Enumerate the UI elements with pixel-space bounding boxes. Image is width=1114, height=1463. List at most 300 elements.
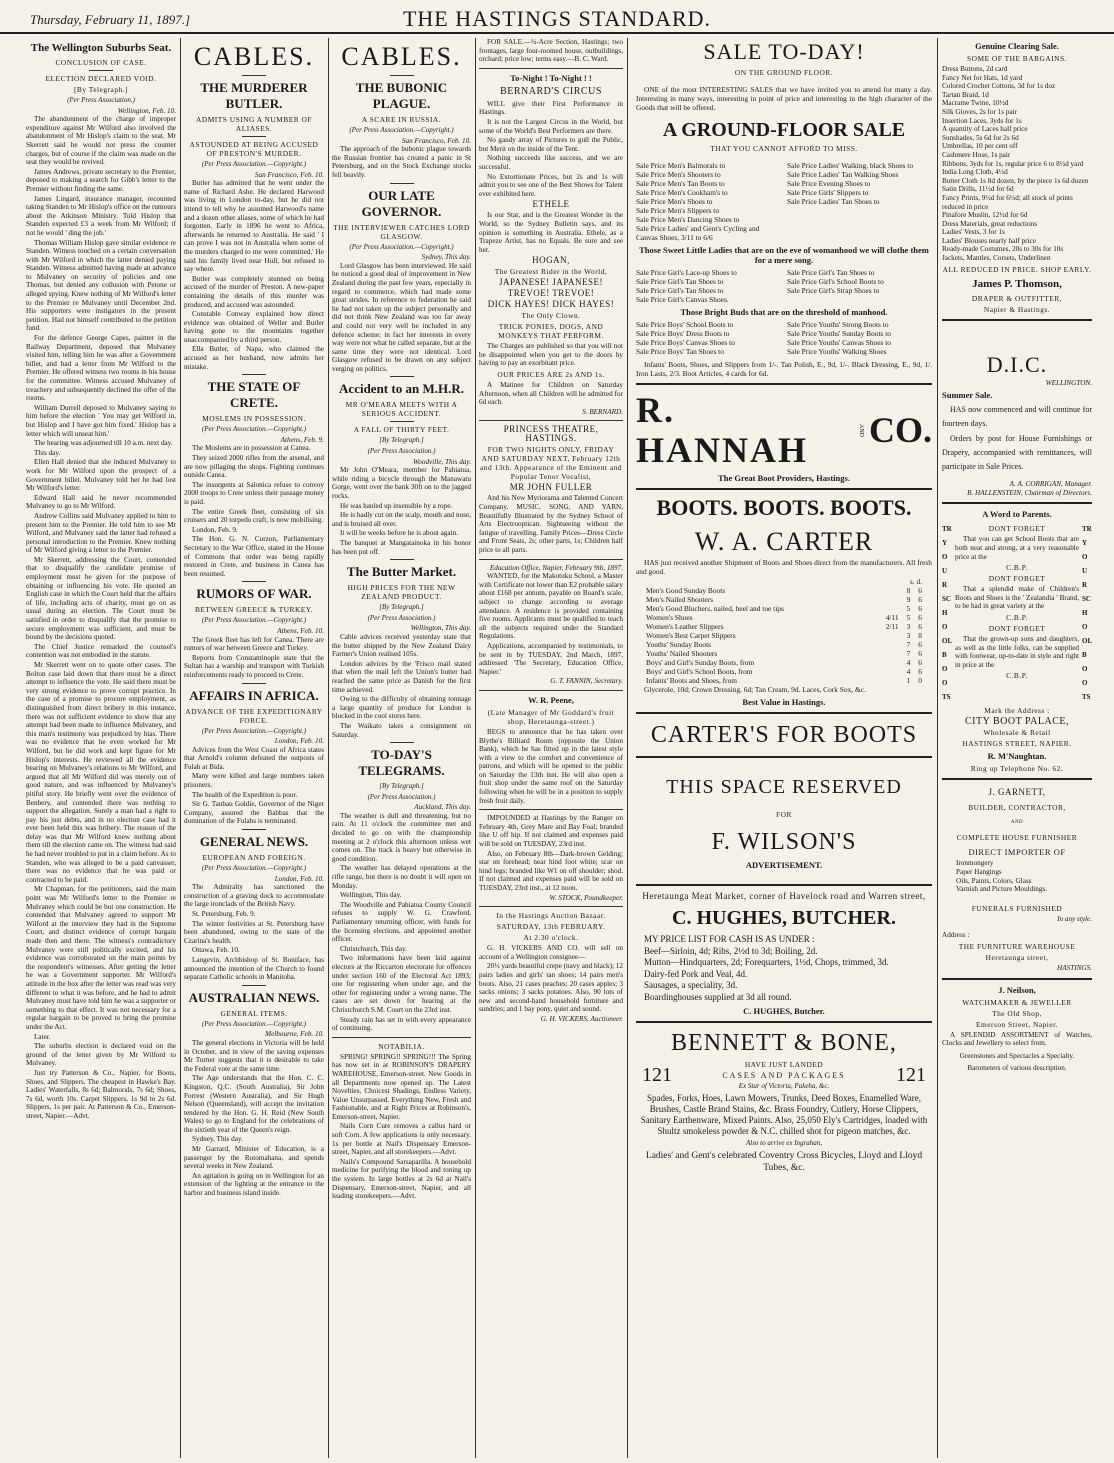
- price-figure: 0: [918, 676, 922, 685]
- importer-items: [942, 859, 1092, 893]
- hughes-butcher: C. HUGHES, BUTCHER.: [672, 907, 896, 929]
- price-line: Sale Price Men's Slippers to: [636, 206, 720, 215]
- cable-sections: [184, 75, 324, 1198]
- cbp-label: C.B.P.: [1006, 613, 1028, 622]
- carter-item-price: [899, 676, 922, 685]
- article-body: [26, 115, 176, 1120]
- carter-price-row: [646, 604, 922, 613]
- carter-item-name: Women's Leather Slippers: [646, 622, 724, 631]
- bargain-item: Satin Drills, 11½d for 6d: [942, 185, 1014, 194]
- hannah-ad: [636, 390, 932, 470]
- fuller-text: And his New Myriorama and Talented Concert Company. MUSIC, SONG, AND YARN, Beautifully Illustrated by the Sydney School of Arts Electrooptican. Sightseeing without the fatigue of travelling. Family Prices—Dress Circle and Front Seats, 2s; other parts, 1s; Children half price to all parts.: [479, 494, 623, 554]
- cases-count: 121: [895, 1064, 926, 1086]
- price-line: Sale Price Girl's Canvas Shoes.: [636, 295, 729, 304]
- divider: [242, 985, 266, 986]
- bargain-item: Colored Crochet Cottons, 3d for 1s doz: [942, 82, 1056, 91]
- circus-paragraph: Nothing succeeds like success, and we are successful.: [479, 154, 623, 171]
- price-line: Sale Price Boys' Tan Shoes to: [636, 347, 724, 356]
- column-advertisements-1: [479, 38, 623, 1458]
- cable-paragraph: Many were killed and large numbers taken prisoners.: [184, 772, 324, 790]
- bennett-title: BENNETT & BONE,: [671, 1030, 897, 1056]
- circus-body: [479, 100, 623, 199]
- telephone: Ring up Telephone No. 62.: [970, 764, 1064, 774]
- hannah-name: R. HANNAH: [636, 390, 808, 470]
- ingrahan-line: Also to arrive ex Ingrahan,: [745, 1139, 822, 1147]
- furnisher-line: COMPLETE HOUSE FURNISHER: [956, 833, 1078, 843]
- cable-paragraph: St. Petersburg, Feb. 9.: [192, 910, 256, 918]
- carter-price-row: [646, 649, 922, 658]
- tonight-banner: To-Night ! To-Night ! !: [510, 72, 592, 83]
- impounded-ad: IMPOUNDED at Hastings by the Ranger on February 4th, Grey Mare and Bay Foal; branded like U off hip. If not claimed and expenses paid will be sold on TUESDAY, 23rd inst.: [479, 814, 623, 849]
- cases-label: CASES AND PACKAGES: [722, 1071, 846, 1080]
- bargain-item: A quantity of Laces half price: [942, 125, 1028, 134]
- byline: [By Telegraph.]: [73, 85, 129, 94]
- carter-item-name: Women's Best Carpet Slippers: [646, 631, 736, 640]
- article-subhead: CONCLUSION OF CASE.: [55, 58, 147, 67]
- cable-headline: OUR LATE GOVERNOR.: [361, 187, 442, 219]
- clown-line: The Only Clown.: [521, 311, 581, 321]
- carter-item-price: [899, 586, 922, 595]
- for-sale-ad: FOR SALE.—¼-Acre Section, Hastings; two frontages, large four-roomed house, outbuildings, orchard; price low; terms easy.—B. C. Ward.: [479, 38, 623, 64]
- parents-paragraph: That a splendid make of Children's Boots and Shoes is the ' Zealandia ' Brand, to be had in great variety at the: [955, 585, 1079, 611]
- dateline: London, Feb. 10.: [274, 874, 324, 883]
- divider: [636, 884, 932, 886]
- press-credit: (Per Press Association.—Copyright.): [201, 616, 307, 625]
- hogan-sub: The Greatest Rider in the World,: [494, 267, 608, 277]
- bargain-item: Umbrellas, 10 per cent off: [942, 142, 1018, 151]
- price-line: Sale Price Girl's Strap Shoes to: [787, 286, 880, 295]
- bargain-item: Fancy Net for Hats, 1d yard: [942, 73, 1023, 82]
- divider: [479, 559, 623, 560]
- cable-paragraph: The Moslems are in possession at Canea.: [192, 444, 311, 453]
- thomson-name: James P. Thomson,: [972, 277, 1062, 290]
- sale-title: SALE TO-DAY!: [703, 39, 865, 64]
- divider: [242, 374, 266, 375]
- barometers: Barometers of various description.: [967, 1064, 1067, 1073]
- cable-paragraph: It will be weeks before he is about again.: [340, 529, 458, 538]
- cable-paragraph: The entire Greek fleet, consisting of six cruisers and 20 torpedo craft, is now mobilising.: [184, 507, 324, 525]
- cable-paragraph: Steady rain has set in with every appearance of continuing.: [332, 1015, 471, 1033]
- carter-item-price: [899, 604, 922, 613]
- cable-paragraph: Sydney, This day.: [192, 1135, 243, 1144]
- price-line: Sale Price Youths' Strong Boots to: [787, 320, 889, 329]
- dateline: London, Feb. 10.: [274, 737, 324, 746]
- divider: [479, 906, 623, 907]
- price-line: Sale Price Men's Cookham's to: [636, 188, 728, 197]
- funerals-line: FUNERALS FURNISHED: [971, 903, 1063, 913]
- peene-title: W. R. Peene,: [528, 694, 574, 705]
- warehouse-line: THE FURNITURE WAREHOUSE: [958, 942, 1076, 951]
- parents-head: A Word to Parents.: [982, 509, 1052, 520]
- education-office: Education Office, Napier, February 9th, 1897.: [489, 563, 623, 572]
- dont-forget: DONT FORGET: [988, 624, 1046, 633]
- dateline: Sydney, This day.: [421, 253, 471, 262]
- napier-hastings: Napier & Hastings.: [983, 304, 1051, 314]
- cable-paragraph: The weather is dull and threatening, but no rain. At 11 o'clock the committee met and decided to go on with the championship meeting at 2 o'clock this afternoon unless wet comes on. The track is heavy but otherwise in good condition.: [332, 811, 471, 863]
- cbp-label: C.B.P.: [1006, 563, 1028, 573]
- cable-paragraph: Langevin, Archbishop of St. Boniface, has announced the intention of the Church to found separate Catholic schools in Manitoba.: [184, 955, 324, 982]
- price-figure: 1: [906, 676, 911, 685]
- bargain-item: Sunshades, 5s 6d for 2s 6d: [942, 133, 1019, 142]
- peene-sub: (Late Manager of Mr Goddard's fruit shop, Heretaunga-street.): [487, 707, 615, 726]
- wholesale: Wholesale & Retail: [983, 728, 1051, 738]
- best-value: Best Value in Hastings.: [742, 697, 826, 707]
- cable-subhead: THE INTERVIEWER CATCHES LORD GLASGOW.: [333, 222, 470, 241]
- price-line: Sale Price Girl's Tan Shoes to: [636, 286, 724, 295]
- cable-headline: AFFAIRS IN AFRICA.: [189, 687, 319, 703]
- builder-line: BUILDER, CONTRACTOR,: [968, 803, 1066, 813]
- carter-price-row: [646, 667, 922, 676]
- cable-paragraph: The banquet at Mangatainoka in his honor has been put off.: [332, 539, 471, 556]
- price-figure: 6: [918, 586, 922, 595]
- dateline: Woodville, This day.: [412, 457, 471, 466]
- cable-subhead: EUROPEAN AND FOREIGN.: [202, 853, 306, 863]
- carter-sd: s. d.: [909, 577, 922, 586]
- dont-forget: DONT FORGET: [988, 524, 1046, 534]
- bicycles-line: Ladies' and Gent's celebrated Coventry Cross Bicycles, Lloyd and Lloyd Tubes, &c.: [645, 1151, 923, 1173]
- prices-line: OUR PRICES ARE 2s AND 1s.: [497, 370, 605, 380]
- circus-paragraph: WILL give their First Performance in Hastings.: [479, 99, 623, 117]
- cable-paragraph: Wellington, This day.: [340, 891, 402, 900]
- hallenstein-sign: B. HALLENSTEIN, Chairman of Directors.: [967, 488, 1092, 497]
- cable-paragraph: Mr John O'Meara, member for Pahiatua, while riding a bicycle through the Manawatu Gorge, went over the bank 30ft on to the jagged rocks.: [332, 466, 471, 501]
- cable-paragraph: The health of the Expedition is poor.: [192, 790, 298, 799]
- price-figure: 6: [918, 649, 922, 658]
- notabilia-paragraph: SPRING! SPRING!! SPRING!!! The Spring has now set in at ROBINSON'S DRAPERY WAREHOUSE, Emerson-street. New Goods in all Departments now opened up. The Latest Novelties, Choicest Shadings, Endless Variety, Value Unsurpassed. Everything New, Fresh and Fashionable, and at Right Prices at Robinson's, Emerson-street, Napier.: [332, 1052, 471, 1121]
- vickers-sign: G. H. VICKERS, Auctioneer.: [540, 1014, 623, 1023]
- article-headline: The Wellington Suburbs Seat.: [30, 42, 172, 54]
- side-text-left: TRY OUR SCHOOL BOOTS: [942, 525, 952, 702]
- wilson-name: F. WILSON'S: [711, 829, 857, 855]
- bargain-item: Ladies' Vests, 3 for 1s: [942, 228, 1005, 237]
- article-paragraph: Ellen Hall denied that she induced Mulvaney to work for Mr Wilford upon the prospect of a Government billet. Mulvaney told her he had lost Mr Wilford's letter.: [26, 458, 176, 493]
- cable-headline: THE BUBONIC PLAGUE.: [355, 80, 448, 111]
- carters-for-boots: CARTER'S FOR BOOTS: [650, 722, 918, 748]
- column-rule: [475, 38, 476, 1458]
- masthead: [0, 0, 1114, 34]
- divider: [390, 559, 414, 560]
- peene-text: BEGS to announce that he has taken over Blythe's Billiard Room (opposite the Union Bank), which he has fitted up in the latest style with a view to the comfort and convenience of patrons, and which will be opened to the public on Saturday the 13th inst. He will also open a fruit shop under the same roof on the Saturday following when he will be in a position to supply fresh fruit daily.: [479, 727, 623, 805]
- bargain-item: Silk Gloves, 2s for 1s pair: [942, 107, 1018, 116]
- press-credit: (Per Press Association.—Copyright.): [201, 160, 307, 168]
- price-figure: 3: [906, 622, 911, 631]
- notabilia-paragraph: Nails Corn Cure removes a callus hard or soft Corn. A few applications is only necessary. 1s per bottle at Nail's Dispensary Emerson-street, Napier, and all storekeepers.—Advt.: [332, 1122, 471, 1157]
- carter-item-name: Youths' Nailed Shooters: [646, 649, 718, 658]
- charges-text: The Charges are published so that you will not be disappointed when you get to the doors by having to pay an exorbitant price.: [479, 342, 623, 368]
- cable-paragraph: Ella Butler, of Napa, who claimed the accused as her husband, now admits her mistake.: [184, 345, 324, 371]
- bright-buds: Those Bright Buds that are on the threshold of manhood.: [680, 307, 888, 317]
- garnett-name: J. GARNETT,: [988, 787, 1046, 798]
- price-line: Sale Price Youths' Walking Shoes: [787, 347, 887, 356]
- theatre-title: PRINCESS THEATRE, HASTINGS.: [503, 424, 599, 444]
- column-rule: [180, 38, 181, 1458]
- dateline: Athens, Feb. 9.: [280, 435, 324, 444]
- cbp-label: C.B.P.: [1006, 671, 1028, 681]
- divider: [390, 421, 414, 422]
- matinee-text: A Matinee for Children on Saturday Afternoon, when all Children will be admitted for 6d each.: [479, 381, 623, 407]
- cable-headline: GENERAL NEWS.: [199, 834, 309, 850]
- dateline: Wellington, Feb. 10.: [117, 106, 176, 115]
- divider: [942, 778, 1092, 780]
- boy-prices-right: [787, 320, 932, 356]
- greenstones: Greenstones and Spectacles a Specialty.: [959, 1051, 1075, 1060]
- wanted-ad: WANTED, for the Makotuku School, a Master with Certificate not lower than E2 probable salary about £168 per annum, payable on Board's scale, subject to change according to average attendance. A residence is provided containing five rooms. Applicants must be qualified to teach all the subjects required under the Standard Regulations.: [479, 572, 623, 641]
- cable-paragraph: The approach of the bubonic plague towards the Russian frontier has created a panic in St Petersburg, and on the Stock Exchange stocks fell heavily.: [332, 145, 471, 179]
- sweet-ladies: Those Sweet Little Ladies that are on the eve of womanhood we will clothe them for a mere song.: [639, 245, 929, 265]
- cable-paragraph: Owing to the difficulty of obtaining tonnage a large quantity of produce for London is blocked in the cool stores here.: [332, 695, 471, 721]
- dic-wellington: WELLINGTON.: [1045, 378, 1092, 387]
- divider: [242, 75, 266, 76]
- bargain-list: [942, 65, 1092, 263]
- divider: [390, 75, 414, 76]
- price-line: Sale Price Youths' Canvas Shoes to: [787, 338, 891, 347]
- price-line: Sale Price Boys' School Boots to: [636, 320, 734, 329]
- summer-sale: Summer Sale.: [942, 390, 993, 401]
- price-line: Sale Price Ladies' Tan Shoes to: [787, 197, 880, 206]
- divider: [942, 319, 1092, 321]
- space-reserved: THIS SPACE RESERVED: [666, 776, 902, 798]
- address-label: Address :: [942, 931, 970, 940]
- column-advertisements-2: [636, 38, 932, 1458]
- bennett-items: Spades, Forks, Hoes, Lawn Mowers, Trunks, Deed Boxes, Enamelled Ware, Brushes, Castle Brand Stains, &c. Brass Foundry, Cutlery, Horse Clippers, Sanitary Earthenware, Mixed Paints. Also, 25,050 Ely's Cartridges, loaded with Shultz smokeless powder & N.C. chilled shot for pigeon matches, &c.: [640, 1093, 928, 1136]
- cable-headline: RUMORS OF WAR.: [196, 586, 312, 602]
- column-rule: [627, 38, 628, 1458]
- article-paragraph: Edward Hall said he never recommended Mulvaney to go to Mr Wilford.: [26, 493, 176, 511]
- issue-date: Thursday, February 11, 1897.]: [30, 12, 191, 27]
- cable-paragraph: Butler was completely stunned on being accused of the murder of Preston. A new-paper containing the details of this murder was produced, and accused was astounded.: [184, 274, 324, 309]
- parents-paragraph: That the grown-up sons and daughters, as well as the little folks, can be supplied with footwear, up-to-date in style and right in price at the: [955, 635, 1079, 669]
- cable-subhead: MOSLEMS IN POSSESSION.: [202, 414, 306, 424]
- hughes-price-list: [636, 934, 932, 1003]
- cable-paragraph: The general elections in Victoria will be held in October, and in view of the saving expenses Mr Turner suggests that it is desirable to take the Federal vote at the same time.: [184, 1038, 324, 1073]
- divider: [636, 1021, 932, 1023]
- article-paragraph: James Andrews, private secretary to the Premier, deposed to making a search for Gibb's letter to the Premier without finding the same.: [26, 167, 176, 193]
- article-paragraph: The hearing was adjourned till 10 a.m. next day.: [34, 439, 173, 448]
- price-figure: 7: [906, 649, 911, 658]
- vickers-text: G. H. VICKERS AND CO. will sell on account of a Wellington consignee—: [479, 944, 623, 961]
- bargain-item: Butter Cloth 1s 8d dozen, by the piece 1s 6d dozen: [942, 176, 1089, 185]
- bazaar-line: In the Hastings Auction Bazaar.: [496, 911, 606, 921]
- side-text-right: TRY OUR SCHOOL BOOTS: [1082, 525, 1092, 702]
- price-figure: 7: [906, 640, 911, 649]
- price-figure: 6: [918, 622, 922, 631]
- dic-title: D.I.C.: [986, 351, 1048, 377]
- carter-item-price: [878, 622, 922, 631]
- divider: [636, 756, 932, 758]
- cases-count: 121: [642, 1064, 672, 1086]
- old-shop: The Old Shop,: [992, 1008, 1042, 1018]
- naughtan: R. M'Naughtan.: [987, 751, 1047, 762]
- divider: [636, 488, 932, 490]
- press-credit: (Per Press Association.—Copyright.): [201, 726, 307, 735]
- sausages-line: Sausages, a speciality, 3d.: [644, 980, 738, 990]
- carter-item-price: [899, 649, 922, 658]
- importer-item: Ironmongery: [956, 859, 994, 868]
- dic-body: [942, 403, 1092, 474]
- cable-paragraph: The weather has delayed operations at the rifle range, but there is no doubt it will open on Monday.: [332, 864, 471, 890]
- importer-line: DIRECT IMPORTER OF: [968, 847, 1066, 858]
- cable-paragraph: The Age understands that the Hon. C. C. Kingston, Q.C. (South Australia), Sir John Forrest (Western Australia), and Sir Hugh Nelson (Queensland), will accept the invitation tendered by the Hon. G. H. Reid (New South Wales) to go to England for the celebrations of the sixtieth year of the Queen's reign.: [184, 1074, 324, 1134]
- trick-line: TRICK PONIES, DOGS, AND MONKEYS THAT PERFORM.: [498, 322, 604, 341]
- cable-sections: [332, 75, 471, 1033]
- circus-title: BERNARD'S CIRCUS: [500, 85, 602, 97]
- bargain-item: Dress Materials, great reductions: [942, 219, 1038, 228]
- divider: [390, 183, 414, 184]
- cable-headline: TO-DAY'S TELEGRAMS.: [358, 747, 445, 779]
- theatre-text: FOR TWO NIGHTS ONLY, FRIDAY AND SATURDAY NEXT, February 12th and 13th. Appearance of the Eminent and Popular Tenor Vocalist,: [479, 445, 623, 482]
- price-figure: 2/11: [885, 622, 899, 631]
- carter-title: W. A. CARTER: [694, 527, 874, 556]
- reduced-line: ALL REDUCED IN PRICE. SHOP EARLY.: [942, 264, 1092, 274]
- dic-paragraph: Orders by post for House Furnishings or Drapery, accompanied with remittances, will participate in Sale Prices.: [942, 434, 1092, 472]
- cable-paragraph: Christchurch, This day.: [340, 944, 407, 953]
- section-title: CABLES.: [341, 42, 462, 71]
- article-subhead: ELECTION DECLARED VOID.: [45, 74, 157, 83]
- parents-paragraph: That you can get School Boots that are both neat and strong, at a very reasonable price at the: [955, 535, 1079, 561]
- press-credit: (Per Press Association.—Copyright.): [201, 864, 307, 873]
- cable-paragraph: The Waikato takes a consignment on Saturday.: [332, 721, 471, 739]
- just-landed: HAVE JUST LANDED: [744, 1060, 824, 1069]
- price-figure: 6: [918, 595, 922, 604]
- bargain-item: Pinafore Muslin, 12½d for 6d: [942, 211, 1028, 220]
- column-cables-2: [332, 38, 471, 1458]
- saturday-line: SATURDAY, 13th FEBRUARY.: [496, 922, 606, 932]
- price-figure: 6: [918, 667, 922, 676]
- price-figure: 6: [918, 658, 922, 667]
- price-figure: 6: [918, 604, 922, 613]
- importer-item: Varnish and Picture Mouldings.: [956, 885, 1048, 894]
- price-figure: 4: [906, 667, 911, 676]
- boarding-line: Boardinghouses supplied at 3d all round.: [644, 991, 792, 1002]
- carter-price-row: [646, 622, 922, 631]
- cable-paragraph: Butler has admitted that he went under the name of Richard Ashe. He declared Harwood was living in London to-day, but he did not intend to tell why he assumed Harwood's name and a dozen other aliases, some of which he had forgotten. Early in 1896 he went to Africa, afterwards he returned to Australia. He said ' I can prove I was not in Australia when some of the murders charged to me were committed.' He said his family lived near Hull, but refused to say where.: [184, 179, 324, 274]
- any-style: In any style.: [1057, 914, 1092, 923]
- divider: [636, 383, 932, 385]
- press-credit: (Per Press Association.): [367, 447, 436, 456]
- girl-prices-left: [636, 268, 781, 304]
- sale-sub: ON THE GROUND FLOOR.: [734, 68, 834, 77]
- hogan-title: HOGAN,: [532, 255, 570, 266]
- divider: [479, 68, 623, 69]
- bargain-item: Ready-made Costumes, 20s to 30s for 10s: [942, 245, 1064, 254]
- bargain-item: Ladies' Blouses nearly half price: [942, 236, 1036, 245]
- stock-sign: W. STOCK, Poundkeeper.: [549, 893, 623, 902]
- article-paragraph: For the defence George Capes, painter in the Railway Department, deposed that Mulvaney visited him, telling him he was after a Government billet, and had a letter from Mr Wilford to the Premier. He offered witness two rooms in his house for the committee. Witness accused Mulvaney of treachery and subsequently declined the offer of the rooms.: [26, 334, 176, 403]
- price-line: Sale Price Ladies' Tan Walking Shoes: [787, 170, 899, 179]
- carter-item-name: Infants' Boots and Shoes, from: [646, 676, 738, 685]
- circus-paragraph: No Extortionate Prices, but 2s and 1s will admit you to see one of the Best Shows for Talent ever exhibited here.: [479, 172, 623, 198]
- emerson-street: Emerson Street, Napier.: [975, 1019, 1059, 1029]
- press-credit: (Per Press Association.—Copyright.): [349, 126, 454, 134]
- price-line: Sale Price Youths' Sunday Boots to: [787, 329, 891, 338]
- press-credit: (Per Press Association.—Copyright.): [201, 425, 307, 434]
- price-figure: 9: [906, 595, 911, 604]
- parents-body: [955, 522, 1079, 704]
- cable-subhead: HIGH PRICES FOR THE NEW ZEALAND PRODUCT.: [347, 583, 456, 602]
- dateline: Melbourne, Feb. 10.: [265, 1030, 324, 1039]
- newspaper-title: THE HASTINGS STANDARD.: [402, 6, 712, 31]
- article-paragraph: Just try Patterson & Co., Napier, for Boots, Shoes, and Slippers. The cheapest in Hawke's Bay. Ladies' Waterfalls, 8s 6d; Balmorals, 7s 6d; Shoes, 7s 6d, worth 10s. Carpet Slippers, 1s 9d to 2s 6d. Slippers, 1s per pair. At Patterson & Co., Emerson-street, Napier.—Advt.: [26, 1068, 176, 1120]
- price-figure: 8: [918, 631, 922, 640]
- article-paragraph: Mr Chapman, for the petitioners, said the main point was Mr Wilford's letter to the Premier re Mulvaney which could be but one construction. He contended that Mulvaney agreed to support Mr Wilford at the interview they had in the Supreme Court, and distinct evidence of corrupt bargain made then and there. The witness's contradictory Mulvaney were still politically excited, and his evidence was corroborated on the main points by the respondent's witnesses. After getting the letter he was a Government supporter. Mr Wilford's attitude in the box after the letter was read was very different to what it was before, and he had to admit Mulvaney must have told him he was a supporter or something to that effect. It was not necessary for a regular bargain to be proved to bring the promise under the Act.: [26, 885, 176, 1031]
- price-line: Sale Price Men's Shoes to: [636, 197, 713, 206]
- cable-paragraph: He is badly cut on the scalp, mouth and nose, and is bruised all over.: [332, 511, 471, 528]
- price-line: Sale Price Girl's School Boots to: [787, 277, 884, 286]
- carter-item-price: [899, 595, 922, 604]
- ethele-title: ETHELE: [532, 199, 570, 210]
- carter-price-row: [646, 631, 922, 640]
- bargain-item: Jackets, Mantles, Corsets, Underlinen: [942, 254, 1051, 263]
- cable-paragraph: They seized 2000 rifles from the arsenal, and are now pillaging the shops. Fighting continues outside Canea.: [184, 454, 324, 480]
- cable-subhead: A FALL OF THIRTY FEET.: [353, 425, 450, 435]
- carter-price-row: [646, 658, 922, 667]
- price-figure: 5: [906, 613, 911, 622]
- notabilia-paragraph: Nails's Compound Sarsaparilla. A household medicine for purifying the blood and toning up the system. In large bottles at 2s 6d at Nail's Dispensary, Emerson-street, Napier, and all leading storekeepers.—Advt.: [332, 1157, 471, 1201]
- heretaunga-street: Heretaunga street,: [985, 953, 1049, 962]
- dateline: San Francisco, Feb. 10.: [254, 170, 324, 179]
- article-paragraph: Mr Skerrett, addressing the Court, contended that to disqualify the candidate promise of employment must be given for the purpose of obtaining or influencing his vote. He quoted an English case in which the Court held that the affairs of life, including acts of charity, must go on as usual during an election. The Court must be satisfied in order to disqualify that the promise to secure employment was sufficient, and must be bound by the decisions quoted.: [26, 555, 176, 642]
- watchmaker-line: WATCHMAKER & JEWELLER: [962, 997, 1072, 1007]
- cable-paragraph: The Hon. G. N. Curzon, Parliamentary Secretary to the War Office, stated in the House of Commons that order was being rapidly restored in Crete, and business in Canea has been resumed.: [184, 535, 324, 578]
- cable-headline: Accident to an M.H.R.: [339, 381, 464, 397]
- carter-item-name: Boys' and Girl's Sunday Boots, from: [646, 658, 755, 667]
- price-figure: 4: [906, 658, 911, 667]
- pork-line: Dairy-fed Pork and Veal, 4d.: [644, 968, 748, 979]
- article-paragraph: Mr Skerrett went on to quote other cases. The Bolton case laid down that there must be a direct attempt to influence the vote. He said there must be very strong evidence to prove corrupt practice. In the case of a promise to procure employment, as distinguished from direct bribery in this instance, there was not sufficient evidence to show that any attempt had been made to influence Mulvaney, and this man's testimony was prejudiced by bias. There was no evidence that he even worked for Mr Wilford, but he did work and kept figure for Mr Hislop's interests. He reviewed all the evidence bearing on Mulvaney's relations to Mr Wilford, and argued that all Mr Wilford did was merely out of good nature, and was influenced by Mulvaney's pitiful story. He briefly went over the evidence of Benbery, and contended there was nothing to support the allegation. Surely a man had a right to pay his just debts, and in no election case had it ever been held this was bribery. The reason of the delay was that Mr Wilford knew nothing about them till the election came on. The witness had said he had never troubled to put in a claim before. As to Standen, who was alleged to be a paid canvasser, there was no evidence that he was paid or contracted to be paid.: [26, 661, 176, 884]
- column-cables-1: [184, 38, 324, 1458]
- hannah-and: AND: [858, 423, 864, 437]
- divider: [242, 136, 266, 137]
- men-prices-left: [636, 161, 781, 242]
- japanese-line: JAPANESE! JAPANESE!: [498, 277, 604, 288]
- bargain-item: Ribbons, 3yds for 1s, regular price 6 to 8½d yard: [942, 159, 1084, 168]
- trevoe-line: TREVOE! TREVOE!: [507, 288, 595, 299]
- cable-paragraph: Cable advices received yesterday state that the butter shipped by the New Zealand Dairy Farmer's Union realised 105s.: [332, 632, 471, 659]
- price-line: Sale Price Boys' Canvas Shoes to: [636, 338, 735, 347]
- price-line: Sale Price Men's Tan Boots to: [636, 179, 725, 188]
- sale-intro: ONE of the most INTERESTING SALES that we have invited you to attend for many a day. Interesting in many ways, interesting in point of price and interesting in the high character of the Goods that will be offered.: [636, 85, 932, 112]
- cable-subhead: BETWEEN GREECE & TURKEY.: [194, 605, 314, 615]
- cable-paragraph: Lord Glasgow has been interviewed. He said he noticed a good deal of improvement in New Zealand during the past few years, especially in regard to commerce, which had made some great strides. In reference to federation he said he had not taken up the subject personally and did not think New Zealand was too far away and could not very well be included in any defence scheme; in fact her interests in every way were not what he called separate, but at the same time they were not identical. Lord Glasgow refused to be drawn on any subject verging on politics.: [332, 261, 471, 373]
- ex-star: Ex Star of Victoria, Pakeha, &c.: [738, 1082, 830, 1090]
- bargain-item: Dress Buttons, 2d card: [942, 65, 1008, 73]
- carter-item-name: Boys' and Girl's School Boots, from: [646, 667, 753, 676]
- bargain-item: Cashmere Hose, 1s pair: [942, 150, 1011, 159]
- beef-line: Beef—Sirloin, 4d; Ribs, 2½d to 3d; Boiling, 2d.: [644, 945, 818, 956]
- press-credit: (Per Press Association.): [67, 96, 135, 104]
- column-rule: [328, 38, 329, 1458]
- price-figure: 4/11: [885, 613, 899, 622]
- carter-glycerole: Glycerole, 10d; Crown Dressing, 6d; Tan Cream, 9d. Laces, Cork Sox, &c.: [644, 685, 866, 694]
- price-figure: 8: [906, 586, 911, 595]
- carter-item-price: [878, 613, 922, 622]
- cable-paragraph: The Woodville and Pahiatua County Council refuses to supply W. G. Crawford, Parliamentary returning officer, with funds for the licensing elections, and appointed another officer.: [332, 900, 471, 944]
- cable-paragraph: The Greek fleet has left for Canea. There are rumors of war between Greece and Turkey.: [184, 635, 324, 653]
- carter-item-price: [899, 667, 922, 676]
- neilson-name: J. Neilson,: [998, 984, 1036, 995]
- price-line: Sale Price Ladies' Walking, black Shoes to: [787, 161, 914, 170]
- press-credit: (Per Press Association.—Copyright.): [349, 242, 454, 251]
- hastings-line: HASTINGS.: [1057, 964, 1092, 972]
- cable-headline: THE MURDERER BUTLER.: [200, 80, 308, 111]
- carter-price-row: [646, 640, 922, 649]
- fuller-title: MR JOHN FULLER: [509, 482, 593, 493]
- article-paragraph: Thomas William Hislop gave similar evidence re Standen. Witness touched on a certain conversation with Mr Wilford in which the latter denied paying Standen. Witness admitted having made an advance to Mulvaney on security of policies and one Thomas, but denied any collusion with Petone or alleged spying. Knew nothing of Mr Wilford's letter to the Premier re Mulvaney until December 2nd. His supporters were instigators in the present petition. Had not himself contributed to the petition fund.: [26, 238, 176, 333]
- price-line: Sale Price Men's Dancing Shoes to: [636, 215, 740, 224]
- carter-item-price: [899, 631, 922, 640]
- press-credit: [By Telegraph.]: [379, 603, 424, 612]
- cable-headline: THE STATE OF CRETE.: [207, 379, 301, 411]
